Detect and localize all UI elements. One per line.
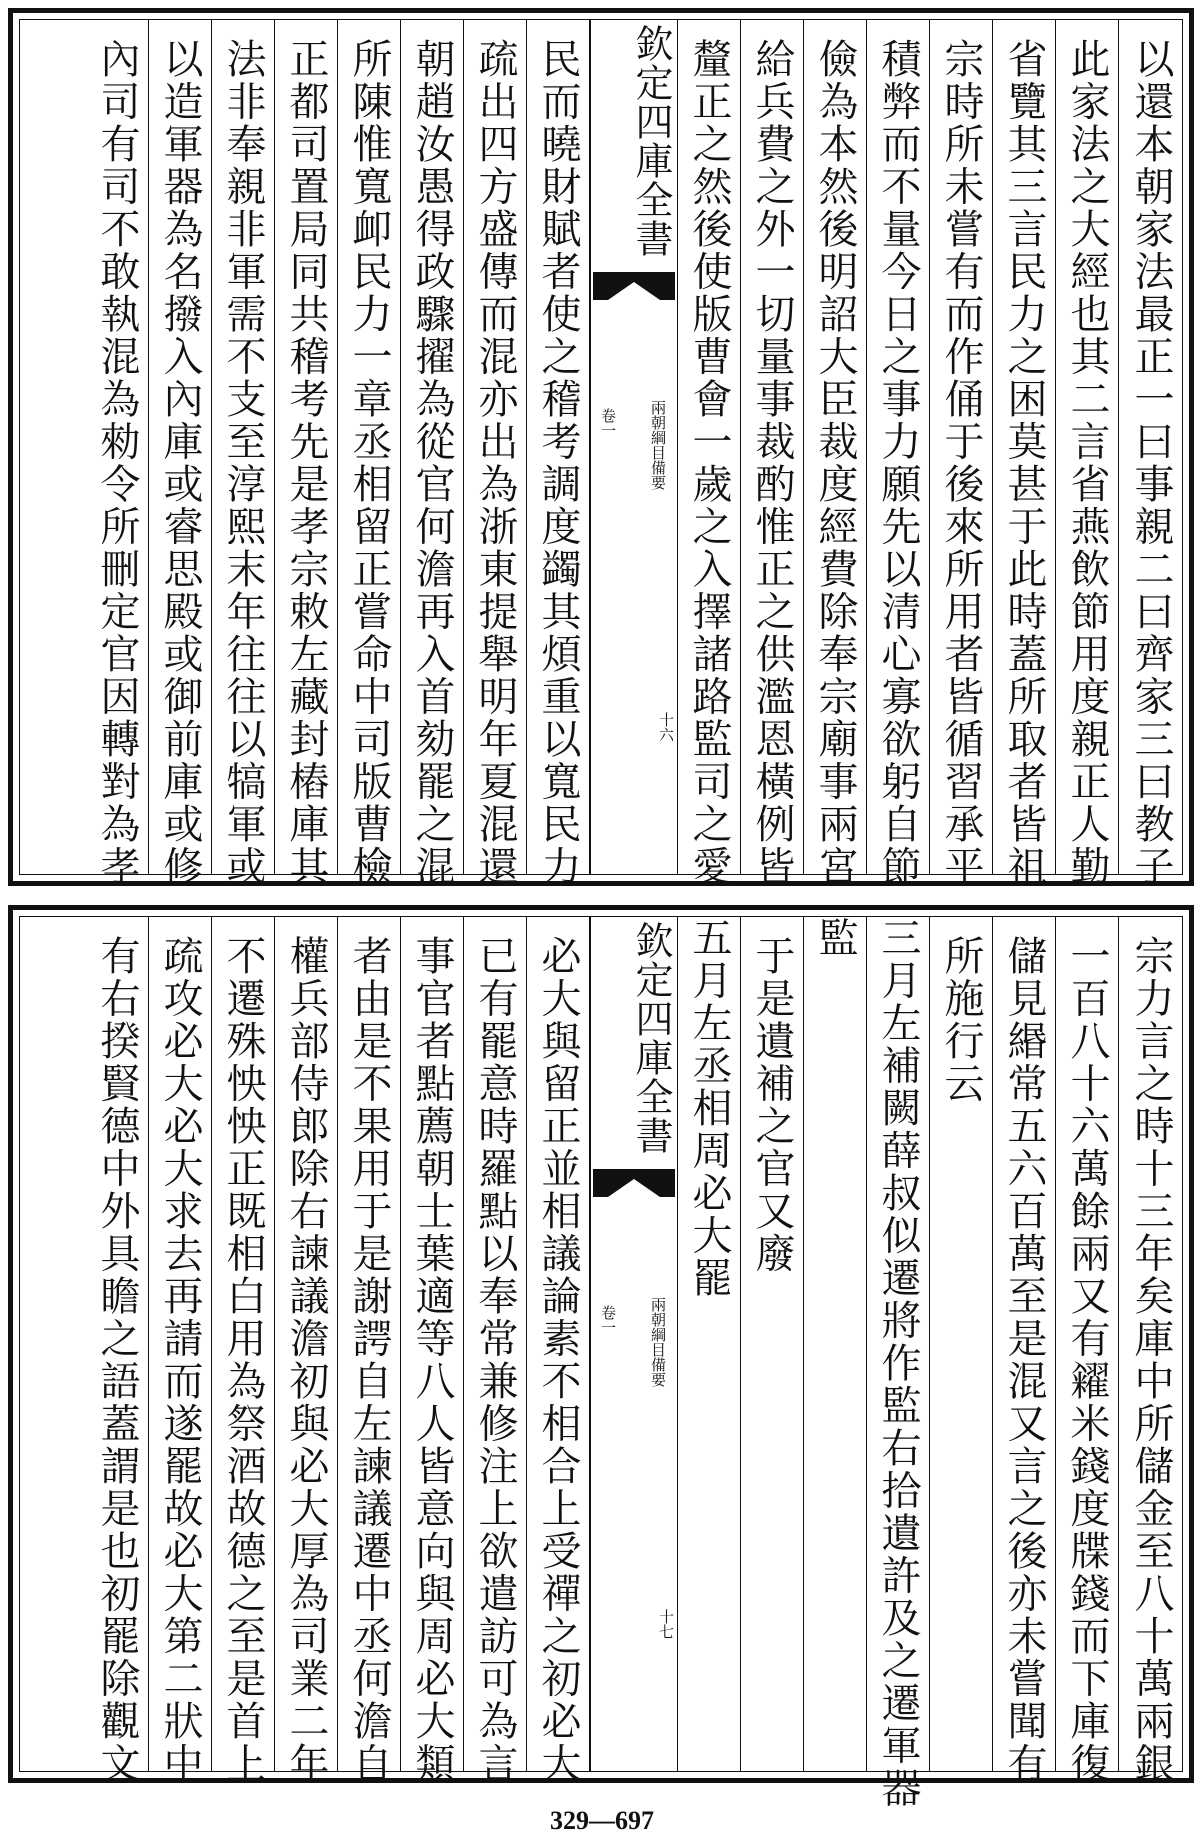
- page-footer-number: 329—697: [550, 1806, 654, 1835]
- column-text: 民而曉財賦者使之稽考調度蠲其煩重以寬民力: [535, 38, 581, 888]
- text-column: [338, 917, 401, 1785]
- column-text: 以還本朝家法最正一曰事親二曰齊家三曰教子: [1128, 38, 1174, 888]
- text-column: [527, 917, 590, 1785]
- column-text: 此家法之大經也其二言省燕飲節用度親正人勤: [1064, 38, 1110, 888]
- column-text: 給兵費之外一切量事裁酌惟正之供濫恩橫例皆: [749, 38, 795, 888]
- text-column: [993, 20, 1056, 888]
- text-column: [275, 20, 338, 888]
- text-column: [867, 917, 930, 1810]
- text-column: [401, 20, 464, 888]
- column-text: 正都司置局同共稽考先是孝宗敕左藏封樁庫其: [283, 38, 329, 888]
- text-column: [86, 917, 149, 1785]
- column-text: 監: [812, 917, 858, 960]
- column-text: 疏出四方盛傳而混亦出為浙東提舉明年夏混還: [472, 38, 518, 888]
- text-column: [678, 20, 741, 888]
- text-column: [527, 20, 590, 888]
- bottom-page-frame: [19, 916, 1183, 1810]
- juan-label: 卷一: [599, 408, 617, 438]
- center-fold: [590, 20, 678, 874]
- column-text: 已有罷意時羅點以奉常兼修注上欲遣訪可為言: [472, 935, 518, 1785]
- text-column: [212, 20, 275, 888]
- text-column: [1056, 917, 1119, 1785]
- text-column: [930, 917, 993, 1771]
- column-text: 以造軍器為名撥入內庫或睿思殿或御前庫或修: [157, 38, 203, 888]
- text-column: [86, 20, 149, 888]
- text-column: [930, 20, 993, 888]
- book-title: 欽定四庫全書: [629, 921, 673, 1155]
- text-column: [678, 917, 741, 1771]
- folio-number: 十六: [657, 712, 675, 742]
- column-text: 儉為本然後明詔大臣裁度經費除奉宗廟事兩宮: [812, 38, 858, 888]
- column-text: 者由是不果用于是謝諤自左諫議遷中丞何澹自: [346, 935, 392, 1785]
- column-text: 不遷殊怏怏正既相白用為祭酒故德之至是首上: [220, 935, 266, 1785]
- text-column: [804, 20, 867, 888]
- center-fold: [590, 917, 678, 1771]
- column-text: 宗時所未嘗有而作俑于後來所用者皆循習承平: [938, 38, 984, 888]
- text-column: [275, 917, 338, 1785]
- column-text: 一百八十六萬餘兩又有糴米錢度牒錢而下庫復: [1064, 935, 1110, 1785]
- text-column: [993, 917, 1056, 1785]
- column-text: 必大與留正並相議論素不相合上受禪之初必大: [535, 935, 581, 1785]
- text-column: [1056, 20, 1119, 888]
- book-name: 兩朝綱目備要: [649, 400, 667, 490]
- column-text: 省覽其三言民力之困莫甚于此時蓋所取者皆祖: [1001, 38, 1047, 888]
- juan-label: 卷一: [599, 1305, 617, 1335]
- bottom-page: [8, 905, 1194, 1810]
- column-text: 儲見緡常五六百萬至是混又言之後亦未嘗聞有: [1001, 935, 1047, 1785]
- text-column: [212, 917, 275, 1785]
- column-text: 宗力言之時十三年矣庫中所儲金至八十萬兩銀: [1128, 935, 1174, 1785]
- fishtail-ornament: [593, 272, 675, 300]
- column-text: 所陳惟寬卹民力一章丞相留正嘗命中司版曹檢: [346, 38, 392, 888]
- column-text: 有右揆賢德中外具瞻之語蓋謂是也初罷除觀文: [94, 935, 140, 1785]
- text-column: [1119, 20, 1183, 888]
- text-column: [464, 917, 527, 1785]
- column-text: 所施行云: [938, 935, 984, 1105]
- text-column: [1119, 917, 1183, 1785]
- text-column: [804, 917, 867, 1771]
- book-name: 兩朝綱目備要: [649, 1297, 667, 1387]
- text-column: [338, 20, 401, 888]
- fishtail-ornament: [593, 1169, 675, 1197]
- column-text: 內司有司不敢執混為勑令所刪定官因轉對為孝: [94, 38, 140, 888]
- text-column: [741, 20, 804, 888]
- column-text: 法非奉親非軍需不支至淳熙末年往往以犒軍或: [220, 38, 266, 888]
- column-text: 朝趙汝愚得政驟擢為從官何澹再入首劾罷之混: [409, 38, 455, 888]
- top-page-frame: [19, 19, 1183, 888]
- column-text: 釐正之然後使版曹會一歲之入擇諸路監司之愛: [686, 38, 732, 888]
- column-text: 五月左丞相周必大罷: [686, 917, 732, 1300]
- column-text: 積弊而不量今日之事力願先以清心寡欲躬自節: [875, 38, 921, 888]
- text-column: [741, 917, 804, 1771]
- column-text: 疏攻必大必大求去再請而遂罷故必大第二狀中: [157, 935, 203, 1785]
- text-column: [401, 917, 464, 1785]
- text-column: [149, 917, 212, 1785]
- text-column: [867, 20, 930, 888]
- column-text: 權兵部侍郎除右諫議澹初與必大厚為司業二年: [283, 935, 329, 1785]
- text-column: [149, 20, 212, 888]
- text-column: [464, 20, 527, 888]
- top-page: [8, 8, 1194, 886]
- column-text: 于是遺補之官又廢: [749, 935, 795, 1275]
- column-text: 事官者點薦朝士葉適等八人皆意向與周必大類: [409, 935, 455, 1785]
- column-text: 三月左補闕薛叔似遷將作監右拾遺許及之遷軍器: [875, 917, 921, 1810]
- book-title: 欽定四庫全書: [629, 24, 673, 258]
- folio-number: 十七: [657, 1609, 675, 1639]
